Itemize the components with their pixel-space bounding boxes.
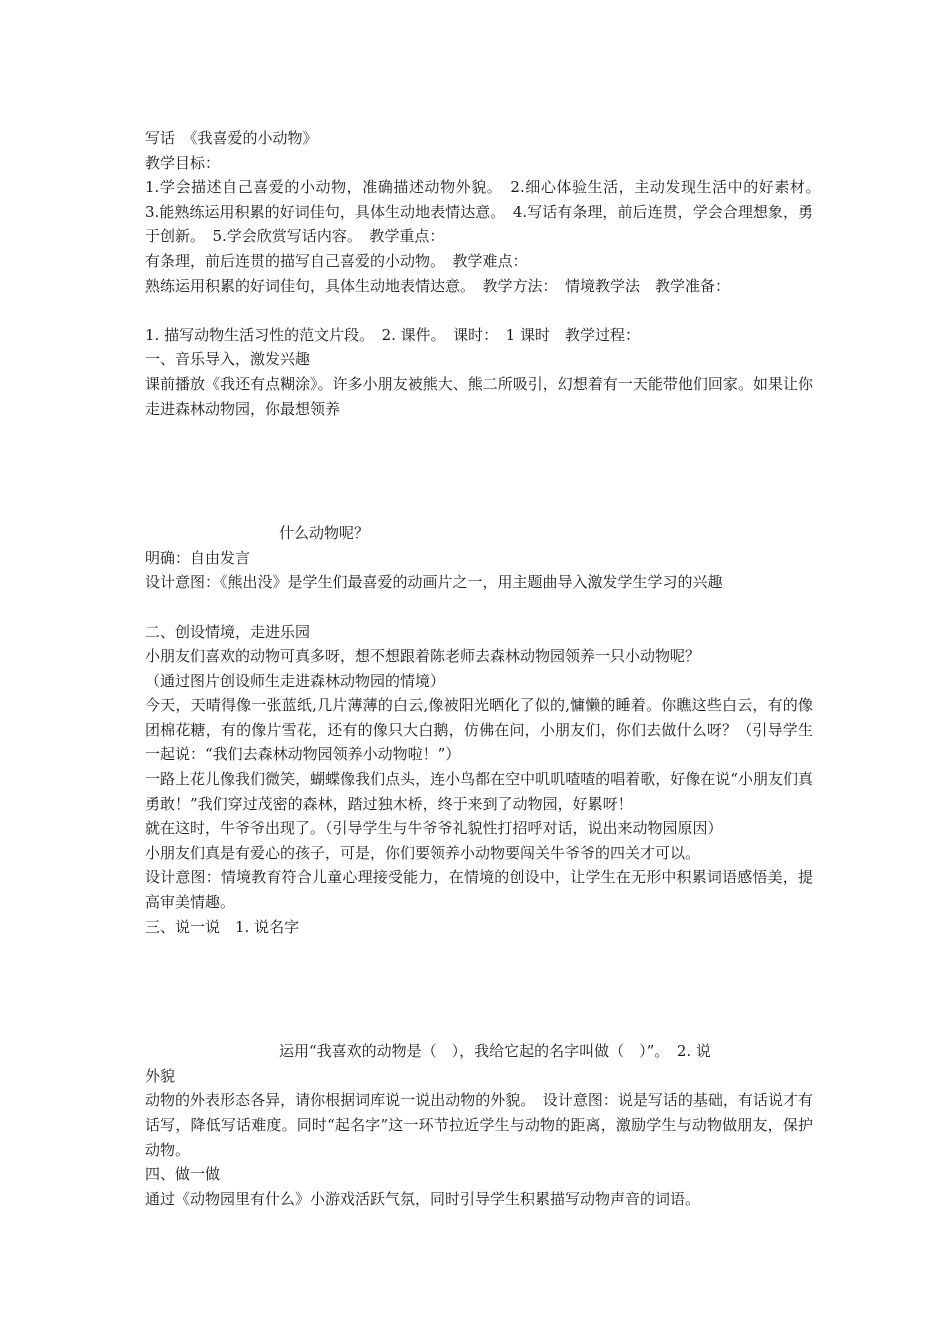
paragraph: 设计意图：情境教育符合儿童心理接受能力，在情境的创设中，让学生在无形中积累词语感悟美，提高审美情趣。	[145, 868, 813, 912]
paragraph: 1.学会描述自己喜爱的小动物，准确描述动物外貌。 2.细心体验生活，主动发现生活中的好素材。 3.能熟练运用积累的好词佳句，具体生动地表情达意。 4.写话有条理，前后连贯，学会合理想象，勇于创新。 5.学会欣赏写话内容。 教学重点：	[145, 178, 829, 246]
paragraph: （通过图片创设师生走进森林动物园的情境）	[145, 671, 446, 690]
paragraph: 通过《动物园里有什么》小游戏活跃气氛，同时引导学生积累描写动物声音的词语。	[145, 1189, 701, 1208]
paragraph: 就在这时，牛爷爷出现了。（引导学生与牛爷爷礼貌性打招呼对话，说出来动物园原因）	[145, 819, 723, 838]
document-body	[145, 126, 829, 1211]
paragraph: 小朋友们喜欢的动物可真多呀，想不想跟着陈老师去森林动物园领养一只小动物呢？	[145, 647, 701, 666]
paragraph: 课前播放《我还有点糊涂》。许多小朋友被熊大、熊二所吸引，幻想着有一天能带他们回家。如果让你走进森林动物园，你最想领养	[145, 374, 813, 418]
paragraph: 外貌	[145, 1066, 176, 1085]
doc-title: 写话 《我喜爱的小动物》	[145, 129, 318, 147]
paragraph: 设计意图：《熊出没》是学生们最喜爱的动画片之一，用主题曲导入激发学生学习的兴趣	[145, 573, 723, 592]
paragraph: 什么动物呢？	[279, 524, 370, 543]
section-heading: 二、创设情境，走进乐园	[145, 622, 311, 641]
paragraph: 一路上花儿像我们微笑，蝴蝶像我们点头，连小鸟都在空中叽叽喳喳的唱着歌，好像在说“小朋友们真勇敢！”我们穿过茂密的森林，踏过独木桥，终于来到了动物园，好累呀！	[145, 770, 813, 813]
spacer	[145, 939, 813, 1039]
paragraph: 动物的外表形态各异，请你根据词库说一说出动物的外貌。 设计意图：说是写话的基础，有话说才有话写，降低写话难度。同时“起名字”这一环节拉近学生与动物的距离，激励学生与动物做朋友，保护动物。	[145, 1091, 813, 1159]
paragraph: 今天，天晴得像一张蓝纸,几片薄薄的白云,像被阳光晒化了似的,慵懒的睡着。你瞧这些白云，有的像团棉花糖，有的像片雪花，还有的像只大白鹅，仿佛在问，小朋友们，你们去做什么呀？（引导学生一起说：“我们去森林动物园领养小动物啦！”）	[145, 696, 813, 764]
blank-line	[145, 298, 813, 323]
paragraph: 明确：自由发言	[145, 548, 251, 567]
paragraph: 有条理，前后连贯的描写自己喜爱的小动物。 教学难点：	[145, 251, 528, 270]
paragraph: 小朋友们真是有爱心的孩子，可是，你们要领养小动物要闯关牛爷爷的四关才可以。	[145, 843, 701, 862]
section-heading: 三、说一说 1. 说名字	[145, 917, 300, 936]
section-heading: 一、音乐导入，激发兴趣	[145, 350, 311, 369]
blank-line	[145, 595, 813, 620]
paragraph: 运用“我喜欢的动物是（ ），我给它起的名字叫做（ ）”。 2. 说	[279, 1042, 711, 1061]
paragraph: 教学目标：	[145, 153, 221, 172]
paragraph: 1. 描写动物生活习性的范文片段。 2. 课件。 课时： 1 课时 教学过程：	[145, 325, 640, 344]
paragraph: 熟练运用积累的好词佳句，具体生动地表情达意。 教学方法： 情境教学法 教学准备：	[145, 276, 731, 295]
section-heading: 四、做一做	[145, 1165, 221, 1184]
spacer	[145, 421, 813, 521]
